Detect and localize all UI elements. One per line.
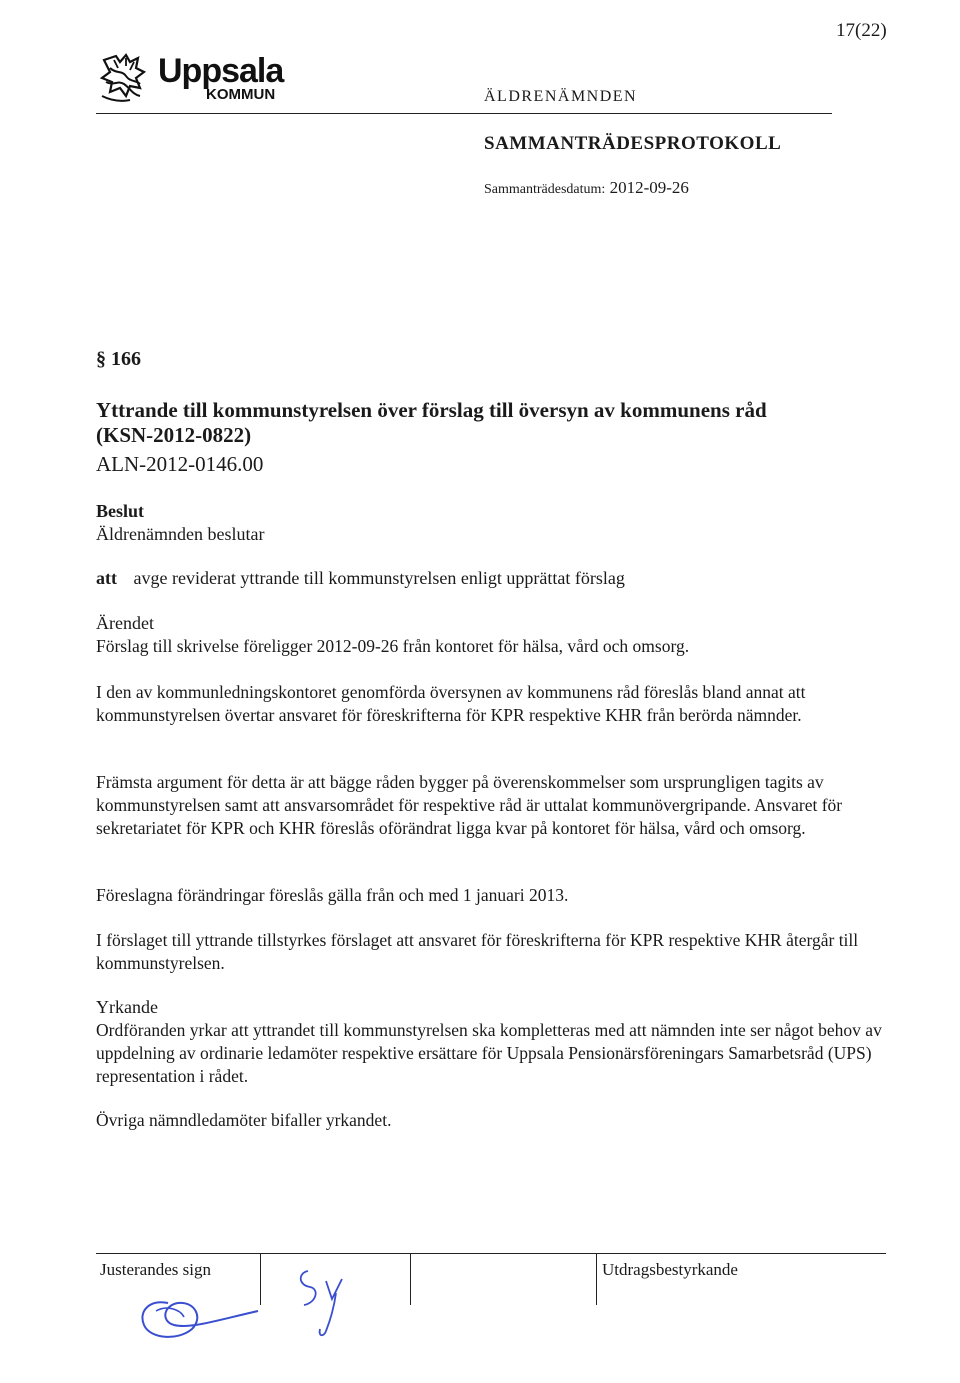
case-title-line-2: (KSN-2012-0822)	[96, 423, 252, 447]
beslut-heading: Beslut	[96, 501, 145, 521]
yrkande-paragraph-2: Övriga nämndledamöter bifaller yrkandet.	[96, 1110, 392, 1130]
case-title-line-1: Yttrande till kommunstyrelsen över förslag till översyn av kommunens råd	[96, 398, 767, 422]
utdragsbestyrkande-label: Utdragsbestyrkande	[602, 1260, 738, 1279]
header-divider	[96, 113, 832, 114]
att-text: avge reviderat yttrande till kommunstyrelsen enligt upprättat förslag	[133, 568, 625, 588]
arendet-heading: Ärendet	[96, 613, 154, 633]
logo-wordmark: Uppsala	[158, 52, 284, 90]
document-title: SAMMANTRÄDESPROTOKOLL	[484, 133, 782, 154]
arendet-paragraph-5: I förslaget till yttrande tillstyrkes förslaget att ansvaret för föreskrifterna för KPR respektive KHR återgår till kommunstyrelsen.	[96, 930, 859, 973]
footer-divider-1	[260, 1253, 261, 1305]
arendet-paragraph-4: Föreslagna förändringar föreslås gälla från och med 1 januari 2013.	[96, 885, 569, 905]
crest-icon	[96, 52, 152, 106]
beslut-body: Äldrenämnden beslutar	[96, 524, 265, 544]
att-word: att	[96, 568, 117, 588]
case-number: ALN-2012-0146.00	[96, 452, 264, 476]
page-number: 17(22)	[836, 20, 887, 41]
beslut-att-clause	[96, 567, 876, 590]
footer-rule	[96, 1253, 886, 1254]
arendet-paragraph-3: Främsta argument för detta är att bägge råden bygger på överenskommelser som ursprungligen tagits av kommunstyrelsen samt att ansvarsområdet för respektive råd är uttalat kommunövergripande. Ansvaret för sekretariatet för KPR och KHR föreslås oförändrat ligga kvar på kontoret för hälsa, vård och omsorg.	[96, 772, 843, 838]
footer-divider-2	[410, 1253, 411, 1305]
beslut-section	[96, 500, 876, 546]
yrkande-paragraph-1: Ordföranden yrkar att yttrandet till kommunstyrelsen ska kompletteras med att nämnden inte ser något behov av uppdelning av ordinarie ledamöter respektive ersättare för Uppsala Pensionärsföreningars Samarbetsråd (UPS) representation i rådet.	[96, 1020, 882, 1086]
meeting-date	[484, 178, 689, 198]
signature-footer	[96, 1253, 886, 1305]
arendet-paragraph-1: Förslag till skrivelse föreligger 2012-09-26 från kontoret för hälsa, vård och omsorg.	[96, 636, 690, 656]
uppsala-kommun-logo	[96, 52, 316, 108]
case-title	[96, 398, 856, 448]
meeting-date-value: 2012-09-26	[609, 178, 689, 197]
justerandes-sign-label: Justerandes sign	[100, 1260, 211, 1279]
yrkande-heading: Yrkande	[96, 997, 158, 1017]
arendet-paragraph-2: I den av kommunledningskontoret genomförda översynen av kommunens råd föreslås bland annat att kommunstyrelsen övertar ansvaret för föreskrifterna för KPR respektive KHR från berörda nämnder.	[96, 682, 806, 725]
signature-2	[286, 1259, 376, 1339]
footer-divider-3	[596, 1253, 597, 1305]
meeting-date-label: Sammanträdesdatum:	[484, 182, 606, 197]
signature-1	[130, 1281, 260, 1361]
department-name: ÄLDRENÄMNDEN	[484, 88, 638, 105]
paragraph-number: § 166	[96, 348, 141, 370]
logo-subtext: KOMMUN	[206, 86, 276, 103]
